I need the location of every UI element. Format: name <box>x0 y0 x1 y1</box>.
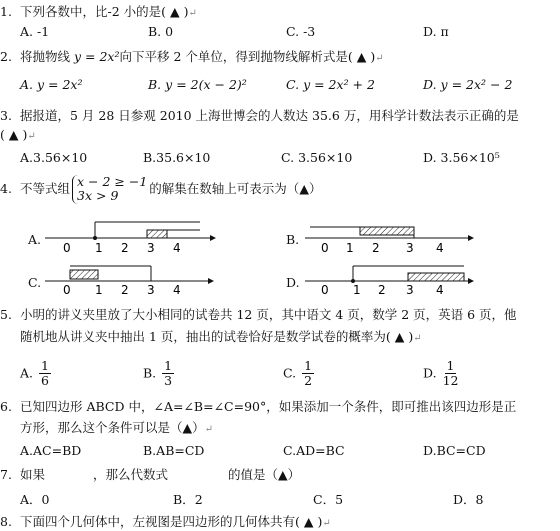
question-number: 1. <box>0 4 12 19</box>
number-line-d <box>305 266 474 295</box>
question-text: 下列各数中，比-2 小的是( <box>20 4 167 19</box>
option-a[interactable]: A. y = 2x² <box>20 77 83 92</box>
tick-2: 2 <box>372 241 380 255</box>
answer-mark: ▲ <box>299 180 309 196</box>
question-6: 6. 已知四边形 ABCD 中，∠A=∠B=∠C=90°，如果添加一个条件，即可推出该四边形是正 <box>0 399 517 414</box>
inequality-system: x − 2 ≥ −1 3x > 9 <box>72 175 147 204</box>
option-d[interactable]: D．8 <box>453 492 484 507</box>
answer-mark: ▲ <box>8 127 19 142</box>
tick-1: 1 <box>346 241 354 255</box>
option-d[interactable]: D. 3.56×10⁵ <box>423 150 500 165</box>
option-d[interactable]: D. $\frac{1}{12}$ <box>423 358 459 389</box>
options-q7 <box>0 490 560 506</box>
tick-0: 0 <box>63 283 71 295</box>
options-q3 <box>0 150 560 166</box>
tick-1: 1 <box>353 283 361 295</box>
answer-mark: ▲ <box>278 467 288 482</box>
question-4: 4. 不等式组 x − 2 ≥ −1 3x > 9 的解集在数轴上可表示为（▲） <box>0 174 322 204</box>
answer-mark: ▲ <box>182 420 193 435</box>
option-c[interactable]: C. -3 <box>286 24 316 39</box>
option-b[interactable]: B. $\frac{1}{3}$ <box>143 358 173 389</box>
option-c[interactable]: C. y = 2x² + 2 <box>286 77 375 92</box>
tick-1: 1 <box>95 241 103 255</box>
option-a[interactable]: A．0 <box>20 492 50 507</box>
tick-3: 3 <box>406 283 414 295</box>
answer-mark: ▲ <box>356 49 367 64</box>
tick-4: 4 <box>436 241 444 255</box>
option-b[interactable]: B. <box>286 232 300 247</box>
number-line-c <box>45 266 214 295</box>
tick-4: 4 <box>436 283 444 295</box>
question-5: 5. 小明的讲义夹里放了大小相同的试卷共 12 页，其中语文 4 页，数学 2 页，英语 6 页，他 <box>0 307 517 322</box>
tick-4: 4 <box>173 241 181 255</box>
tick-0: 0 <box>321 241 329 255</box>
option-b[interactable]: B. y = 2(x − 2)² <box>148 77 247 92</box>
question-5-line2: 随机地从讲义夹中抽出 1 页，抽出的试卷恰好是数学试卷的概率为( ▲ )↵ <box>20 329 422 344</box>
option-d[interactable]: D. π <box>423 24 449 39</box>
tick-3: 3 <box>147 283 155 295</box>
option-d[interactable]: D. y = 2x² − 2 <box>423 77 513 92</box>
option-d[interactable]: D. <box>286 275 300 290</box>
options-q5 <box>0 351 560 389</box>
answer-mark: ▲ <box>394 329 405 344</box>
question-3: 3. 据报道，5 月 28 日参观 2010 上海世博会的人数达 35.6 万，用科学计数法表示正确的是 <box>0 108 519 123</box>
answer-mark: ▲ <box>170 4 180 19</box>
math-expr: y = 2x² <box>73 49 120 64</box>
option-a[interactable]: A.AC=BD <box>20 443 82 458</box>
tick-3: 3 <box>406 241 414 255</box>
option-a[interactable]: A.3.56×10 <box>20 150 88 165</box>
option-b[interactable]: B.AB=CD <box>143 443 205 458</box>
options-q2 <box>0 77 560 93</box>
option-a[interactable]: A. $\frac{1}{6}$ <box>20 358 49 389</box>
option-c[interactable]: C. 3.56×10 <box>281 150 353 165</box>
tick-1: 1 <box>95 283 103 295</box>
option-c[interactable]: C．5 <box>313 492 344 507</box>
tick-2: 2 <box>121 283 129 295</box>
tick-3: 3 <box>147 241 155 255</box>
tick-4: 4 <box>173 283 181 295</box>
question-6-line2: 方形，那么这个条件可以是（▲）↵ <box>20 420 214 435</box>
tick-0: 0 <box>63 241 71 255</box>
option-b[interactable]: B.35.6×10 <box>143 150 211 165</box>
tick-2: 2 <box>378 283 386 295</box>
options-q1 <box>0 24 560 40</box>
question-2: 2. 将抛物线 y = 2x²向下平移 2 个单位，得到抛物线解析式是( ▲ )↵ <box>0 49 384 64</box>
answer-mark: ▲ <box>303 514 314 529</box>
option-b[interactable]: B．2 <box>173 492 203 507</box>
number-lines-svg <box>0 213 560 295</box>
number-line-a <box>45 222 216 255</box>
number-line-options <box>0 213 560 295</box>
question-3-line2: ( ▲ )↵ <box>0 127 36 142</box>
option-c[interactable]: C.AD=BC <box>283 443 345 458</box>
option-b[interactable]: B. 0 <box>148 24 174 39</box>
question-8: 8. 下面四个几何体中，左视图是四边形的几何体共有( ▲ )↵ <box>0 514 331 529</box>
tick-0: 0 <box>321 283 329 295</box>
options-q6 <box>0 443 560 459</box>
option-a[interactable]: A. -1 <box>20 24 50 39</box>
question-1: 1. 下列各数中，比-2 小的是( ▲ )↵ <box>0 4 197 19</box>
number-line-b <box>305 227 474 255</box>
question-7: 7. 如果 ，那么代数式 的值是（▲） <box>0 467 301 482</box>
tick-2: 2 <box>121 241 129 255</box>
option-c[interactable]: C. <box>28 275 42 290</box>
option-d[interactable]: D.BC=CD <box>423 443 486 458</box>
option-a[interactable]: A. <box>28 232 42 247</box>
option-c[interactable]: C. $\frac{1}{2}$ <box>283 358 313 389</box>
